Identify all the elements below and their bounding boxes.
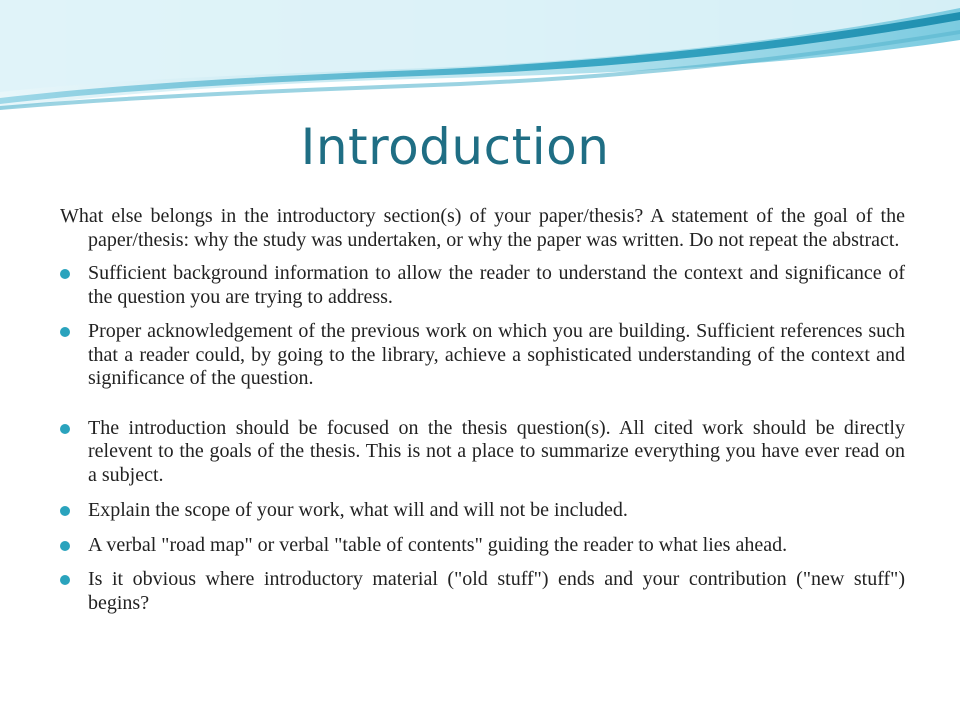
bullet-dot-icon xyxy=(60,327,70,337)
bullet-item xyxy=(60,262,905,309)
bullet-dot-icon xyxy=(60,424,70,434)
bullet-text: Is it obvious where introductory material ("old stuff") ends and your contribution ("new stuff") begins? xyxy=(88,568,905,614)
bullet-dot-icon xyxy=(60,541,70,551)
bullet-text: A verbal "road map" or verbal "table of contents" guiding the reader to what lies ahead. xyxy=(88,533,788,556)
bullet-dot-icon xyxy=(60,269,70,279)
intro-paragraph: What else belongs in the introductory section(s) of your paper/thesis? A statement of the goal of the paper/thesis: why the study was undertaken, or why the paper was written. Do not repeat the abstract. xyxy=(60,205,905,251)
bullet-text: Proper acknowledgement of the previous work on which you are building. Sufficient references such that a reader could, by going to the library, achieve a sophisticated understanding of the context and significance of the question. xyxy=(88,320,905,389)
slide-title: Introduction xyxy=(300,118,610,176)
bullet-dot-icon xyxy=(60,575,70,585)
header-wave-decoration xyxy=(0,0,960,130)
bullet-item xyxy=(60,534,905,558)
bullet-item xyxy=(60,417,905,488)
bullet-text: The introduction should be focused on the thesis question(s). All cited work should be directly relevent to the goals of the thesis. This is not a place to summarize everything you have ever read on a subject. xyxy=(88,416,905,486)
bullet-item xyxy=(60,568,905,615)
bullet-text: Explain the scope of your work, what will and will not be included. xyxy=(88,499,628,521)
bullet-dot-icon xyxy=(60,506,70,516)
slide-body xyxy=(60,205,905,626)
bullet-text: Sufficient background information to allow the reader to understand the context and significance of the question you are trying to address. xyxy=(88,262,905,308)
bullet-item xyxy=(60,320,905,391)
bullet-item xyxy=(60,499,905,523)
